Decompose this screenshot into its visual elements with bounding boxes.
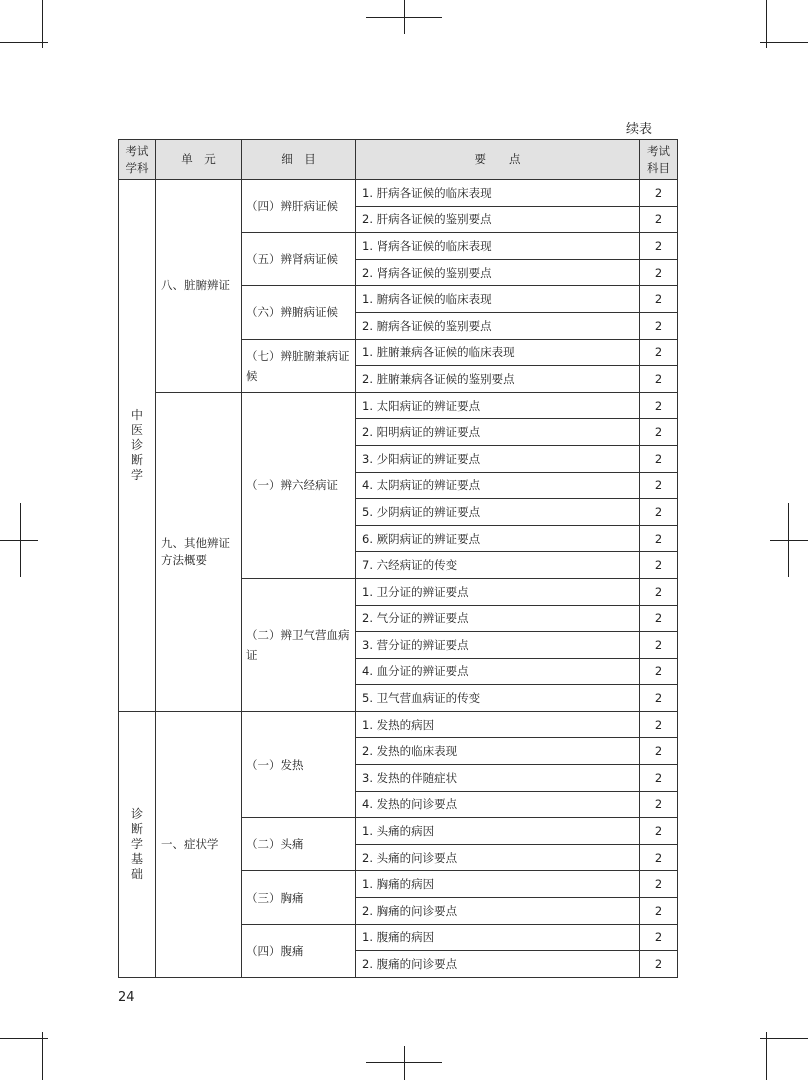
level-cell: 2: [640, 951, 678, 978]
level-cell: 2: [640, 445, 678, 472]
point-cell: 7. 六经病证的传变: [356, 552, 640, 579]
point-cell: 2. 发热的临床表现: [356, 738, 640, 765]
crop-mark: [770, 540, 808, 541]
point-cell: 1. 头痛的病因: [356, 818, 640, 845]
point-cell: 1. 肾病各证候的临床表现: [356, 233, 640, 260]
level-cell: 2: [640, 818, 678, 845]
item-cell: （五）辨肾病证候: [242, 233, 356, 286]
crop-mark: [20, 503, 21, 577]
header-level: 考试科目: [640, 140, 678, 180]
point-cell: 2. 头痛的问诊要点: [356, 844, 640, 871]
point-cell: 1. 胸痛的病因: [356, 871, 640, 898]
level-cell: 2: [640, 658, 678, 685]
continued-label: 续表: [626, 122, 653, 137]
item-cell: （四）腹痛: [242, 924, 356, 977]
point-cell: 4. 太阴病证的辨证要点: [356, 472, 640, 499]
subject-cell: 中医诊断学: [119, 180, 156, 712]
crop-mark: [404, 1046, 405, 1080]
point-cell: 4. 发热的问诊要点: [356, 791, 640, 818]
crop-mark: [766, 0, 767, 48]
level-cell: 2: [640, 180, 678, 207]
point-cell: 1. 腹痛的病因: [356, 924, 640, 951]
item-cell: （三）胸痛: [242, 871, 356, 924]
crop-mark: [0, 42, 48, 43]
level-cell: 2: [640, 738, 678, 765]
crop-mark: [788, 503, 789, 577]
level-cell: 2: [640, 392, 678, 419]
crop-mark: [766, 1032, 767, 1080]
item-cell: （四）辨肝病证候: [242, 180, 356, 233]
point-cell: 1. 腑病各证候的临床表现: [356, 286, 640, 313]
point-cell: 1. 肝病各证候的临床表现: [356, 180, 640, 207]
level-cell: 2: [640, 259, 678, 286]
point-cell: 2. 气分证的辨证要点: [356, 605, 640, 632]
crop-mark: [0, 540, 38, 541]
table-row: [119, 711, 678, 738]
item-cell: （一）发热: [242, 711, 356, 817]
item-cell: （六）辨腑病证候: [242, 286, 356, 339]
level-cell: 2: [640, 233, 678, 260]
level-cell: 2: [640, 472, 678, 499]
point-cell: 2. 肝病各证候的鉴别要点: [356, 206, 640, 233]
item-cell: （二）头痛: [242, 818, 356, 871]
point-cell: 5. 少阴病证的辨证要点: [356, 499, 640, 526]
level-cell: 2: [640, 286, 678, 313]
point-cell: 5. 卫气营血病证的传变: [356, 685, 640, 712]
crop-mark: [0, 1038, 48, 1039]
crop-mark: [366, 1062, 442, 1063]
point-cell: 3. 发热的伴随症状: [356, 765, 640, 792]
item-cell: （七）辨脏腑兼病证候: [242, 339, 356, 392]
point-cell: 2. 阳明病证的辨证要点: [356, 419, 640, 446]
header-unit: 单 元: [156, 140, 242, 180]
point-cell: 1. 卫分证的辨证要点: [356, 578, 640, 605]
level-cell: 2: [640, 924, 678, 951]
point-cell: 2. 脏腑兼病各证候的鉴别要点: [356, 366, 640, 393]
crop-mark: [42, 1032, 43, 1080]
point-cell: 2. 腹痛的问诊要点: [356, 951, 640, 978]
level-cell: 2: [640, 312, 678, 339]
level-cell: 2: [640, 605, 678, 632]
subject-cell: 诊断学基础: [119, 711, 156, 977]
unit-cell: 九、其他辨证方法概要: [156, 392, 242, 711]
unit-cell: 一、症状学: [156, 711, 242, 977]
point-cell: 1. 脏腑兼病各证候的临床表现: [356, 339, 640, 366]
item-cell: （二）辨卫气营血病证: [242, 578, 356, 711]
point-cell: 2. 腑病各证候的鉴别要点: [356, 312, 640, 339]
table-row: [119, 392, 678, 419]
unit-cell: 八、脏腑辨证: [156, 180, 242, 393]
level-cell: 2: [640, 366, 678, 393]
level-cell: 2: [640, 685, 678, 712]
page-number: 24: [118, 990, 135, 1005]
point-cell: 3. 营分证的辨证要点: [356, 632, 640, 659]
header-item: 细 目: [242, 140, 356, 180]
point-cell: 6. 厥阴病证的辨证要点: [356, 525, 640, 552]
crop-mark: [42, 0, 43, 48]
level-cell: 2: [640, 206, 678, 233]
crop-mark: [760, 42, 808, 43]
level-cell: 2: [640, 578, 678, 605]
table-header-row: [119, 140, 678, 180]
crop-mark: [760, 1038, 808, 1039]
level-cell: 2: [640, 419, 678, 446]
level-cell: 2: [640, 791, 678, 818]
point-cell: 1. 太阳病证的辨证要点: [356, 392, 640, 419]
header-point: 要 点: [356, 140, 640, 180]
table-row: [119, 180, 678, 207]
level-cell: 2: [640, 525, 678, 552]
header-subject: 考试学科: [119, 140, 156, 180]
crop-mark: [366, 17, 442, 18]
point-cell: 3. 少阳病证的辨证要点: [356, 445, 640, 472]
point-cell: 2. 胸痛的问诊要点: [356, 898, 640, 925]
level-cell: 2: [640, 632, 678, 659]
level-cell: 2: [640, 765, 678, 792]
level-cell: 2: [640, 499, 678, 526]
level-cell: 2: [640, 552, 678, 579]
point-cell: 4. 血分证的辨证要点: [356, 658, 640, 685]
level-cell: 2: [640, 711, 678, 738]
level-cell: 2: [640, 871, 678, 898]
point-cell: 1. 发热的病因: [356, 711, 640, 738]
level-cell: 2: [640, 339, 678, 366]
level-cell: 2: [640, 844, 678, 871]
item-cell: （一）辨六经病证: [242, 392, 356, 578]
point-cell: 2. 肾病各证候的鉴别要点: [356, 259, 640, 286]
level-cell: 2: [640, 898, 678, 925]
syllabus-table: [118, 139, 678, 978]
